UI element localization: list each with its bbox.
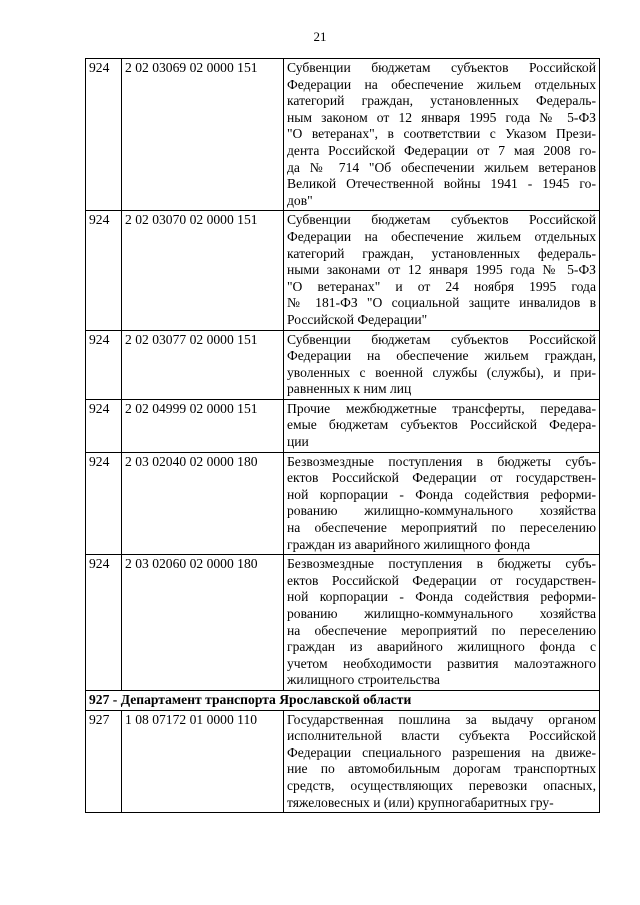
description-line: граждан из аварийного жилищного фонда [287, 536, 531, 552]
description-line: Безвозмездные поступления в бюджеты субъ- [287, 453, 596, 469]
description-line: ции [287, 434, 309, 450]
description-line: равненных к ним лиц [287, 381, 412, 397]
description-line: уволенных с военной службы (службы), и при- [287, 364, 596, 380]
description-line: средств, осуществляющих перевозки опасных, [287, 777, 596, 793]
description-cell [284, 211, 600, 330]
description-line: № 181-ФЗ "О социальной защите инвалидов в [287, 295, 596, 311]
description-line: на обеспечение мероприятий по переселению [287, 622, 596, 638]
description-line: ным законом от 12 января 1995 года № 5-ФЗ [287, 109, 596, 125]
budget-code-cell: 2 02 04999 02 0000 151 [122, 399, 284, 452]
description-line: ектов Российской Федерации от государствен- [287, 470, 596, 486]
budget-code-cell: 2 03 02060 02 0000 180 [122, 555, 284, 691]
table-row [86, 211, 600, 330]
table-row [86, 399, 600, 452]
description-line: ными законами от 12 января 1995 года № 5-ФЗ [287, 262, 596, 278]
description-cell [284, 710, 600, 813]
description-line: дента Российской Федерации от 7 мая 2008 го- [287, 142, 596, 158]
description-line: Государственная пошлина за выдачу органом [287, 711, 596, 727]
table-row [86, 452, 600, 555]
description-cell [284, 330, 600, 399]
description-line: Субвенции бюджетам субъектов Российской [287, 331, 596, 347]
budget-code-cell: 1 08 07172 01 0000 110 [122, 710, 284, 813]
description-line: да № 714 "Об обеспечении жильем ветеранов [287, 159, 596, 175]
description-line: Безвозмездные поступления в бюджеты субъ- [287, 556, 596, 572]
description-cell [284, 555, 600, 691]
description-line: "О ветеранах", в соответствии с Указом Прези- [287, 126, 596, 142]
admin-code-cell: 924 [86, 211, 122, 330]
description-line: ной корпорации - Фонда содействия реформи- [287, 486, 596, 502]
budget-code-cell: 2 03 02040 02 0000 180 [122, 452, 284, 555]
description-line: категорий граждан, установленных Федераль- [287, 93, 596, 109]
revenue-codes-table [85, 58, 600, 813]
description-line: категорий граждан, установленных федераль- [287, 245, 596, 261]
description-line: емые бюджетам субъектов Российской Федера- [287, 417, 596, 433]
description-line: ние по автомобильным дорогам транспортных [287, 761, 596, 777]
description-line: учетом необходимости развития малоэтажного [287, 655, 596, 671]
description-line: Субвенции бюджетам субъектов Российской [287, 60, 596, 75]
description-line: ной корпорации - Фонда содействия реформи- [287, 589, 596, 605]
description-line: Субвенции бюджетам субъектов Российской [287, 212, 596, 228]
table-row [86, 59, 600, 211]
admin-code-cell: 924 [86, 59, 122, 211]
table-body [86, 59, 600, 813]
description-line: Федерации на обеспечение жильем граждан, [287, 348, 596, 364]
description-line: рованию жилищно-коммунального хозяйства [287, 606, 596, 621]
description-cell [284, 452, 600, 555]
description-line: Российской Федерации" [287, 311, 428, 327]
table-row [86, 330, 600, 399]
admin-code-cell: 924 [86, 555, 122, 691]
description-line: Федерации специального разрешения на движе- [287, 744, 596, 760]
table-row [86, 710, 600, 813]
page-number: 21 [313, 29, 327, 44]
description-line: Великой Отечественной войны 1941 - 1945 го- [287, 176, 596, 192]
section-header-row [86, 690, 600, 710]
description-line: граждан из аварийного жилищного фонда с [287, 639, 596, 655]
description-line: дов" [287, 192, 313, 208]
description-line: рованию жилищно-коммунального хозяйства [287, 503, 596, 519]
description-cell [284, 399, 600, 452]
description-line: Федерации на обеспечение жильем отдельных [287, 76, 596, 92]
admin-code-cell: 924 [86, 330, 122, 399]
description-line: Прочие межбюджетные трансферты, передава- [287, 400, 596, 416]
description-line: "О ветеранах" и от 24 ноября 1995 года [287, 278, 596, 294]
section-title: 927 - Департамент транспорта Ярославской области [86, 690, 600, 710]
description-line: на обеспечение мероприятий по переселению [287, 520, 596, 536]
description-line: исполнительной власти субъекта Российской [287, 728, 596, 744]
admin-code-cell: 924 [86, 399, 122, 452]
description-line: Федерации на обеспечение жильем отдельных [287, 228, 596, 244]
admin-code-cell: 924 [86, 452, 122, 555]
description-cell [284, 59, 600, 211]
budget-code-cell: 2 02 03070 02 0000 151 [122, 211, 284, 330]
budget-code-cell: 2 02 03077 02 0000 151 [122, 330, 284, 399]
description-line: жилищного строительства [287, 672, 440, 688]
table-row [86, 555, 600, 691]
description-line: тяжеловесных и (или) крупногабаритных гру- [287, 794, 554, 810]
budget-code-cell: 2 02 03069 02 0000 151 [122, 59, 284, 211]
description-line: ектов Российской Федерации от государствен- [287, 572, 596, 588]
admin-code-cell: 927 [86, 710, 122, 813]
